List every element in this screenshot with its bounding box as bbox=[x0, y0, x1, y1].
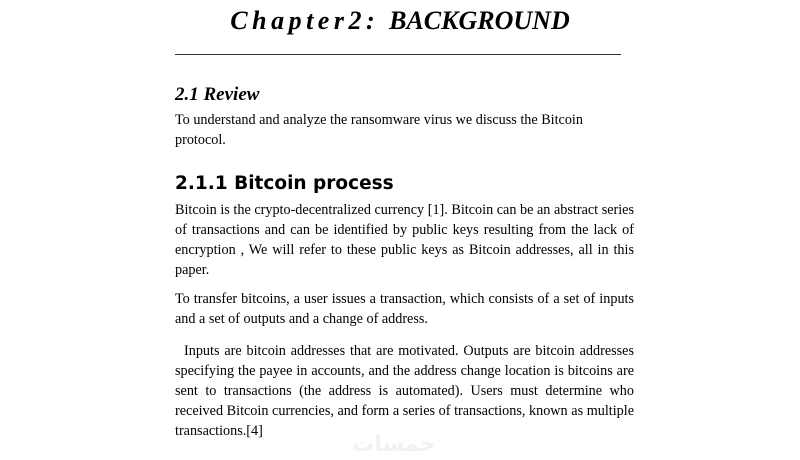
subsection-heading: 2.1.1 Bitcoin process bbox=[175, 173, 394, 194]
section-intro-paragraph: To understand and analyze the ransomware virus we discuss the Bitcoin protocol. bbox=[175, 112, 583, 148]
paragraph-transfer-bitcoins: To transfer bitcoins, a user issues a transaction, which consists of a set of inputs and a set of outputs and a change of address. bbox=[175, 291, 634, 327]
watermark-logo: خمسات bbox=[352, 432, 436, 457]
chapter-number: Chapter2: bbox=[230, 6, 380, 35]
paragraph-bitcoin-definition: Bitcoin is the crypto-decentralized currency [1]. Bitcoin can be an abstract series of transactions and can be identified by public keys resulting from the lack of encryption , We will refer to these public keys as Bitcoin addresses, all in this paper. bbox=[175, 202, 634, 278]
chapter-name: BACKGROUND bbox=[389, 6, 570, 35]
chapter-title bbox=[0, 6, 800, 36]
paragraph-inputs-outputs: Inputs are bitcoin addresses that are motivated. Outputs are bitcoin addresses specifying the payee in accounts, and the address change location is bitcoins are sent to transactions (the address is automated). Users must determine who received Bitcoin currencies, and form a series of transactions, known as multiple transactions.[4] bbox=[175, 343, 634, 439]
title-divider bbox=[175, 54, 621, 55]
section-heading: 2.1 Review bbox=[175, 84, 260, 105]
